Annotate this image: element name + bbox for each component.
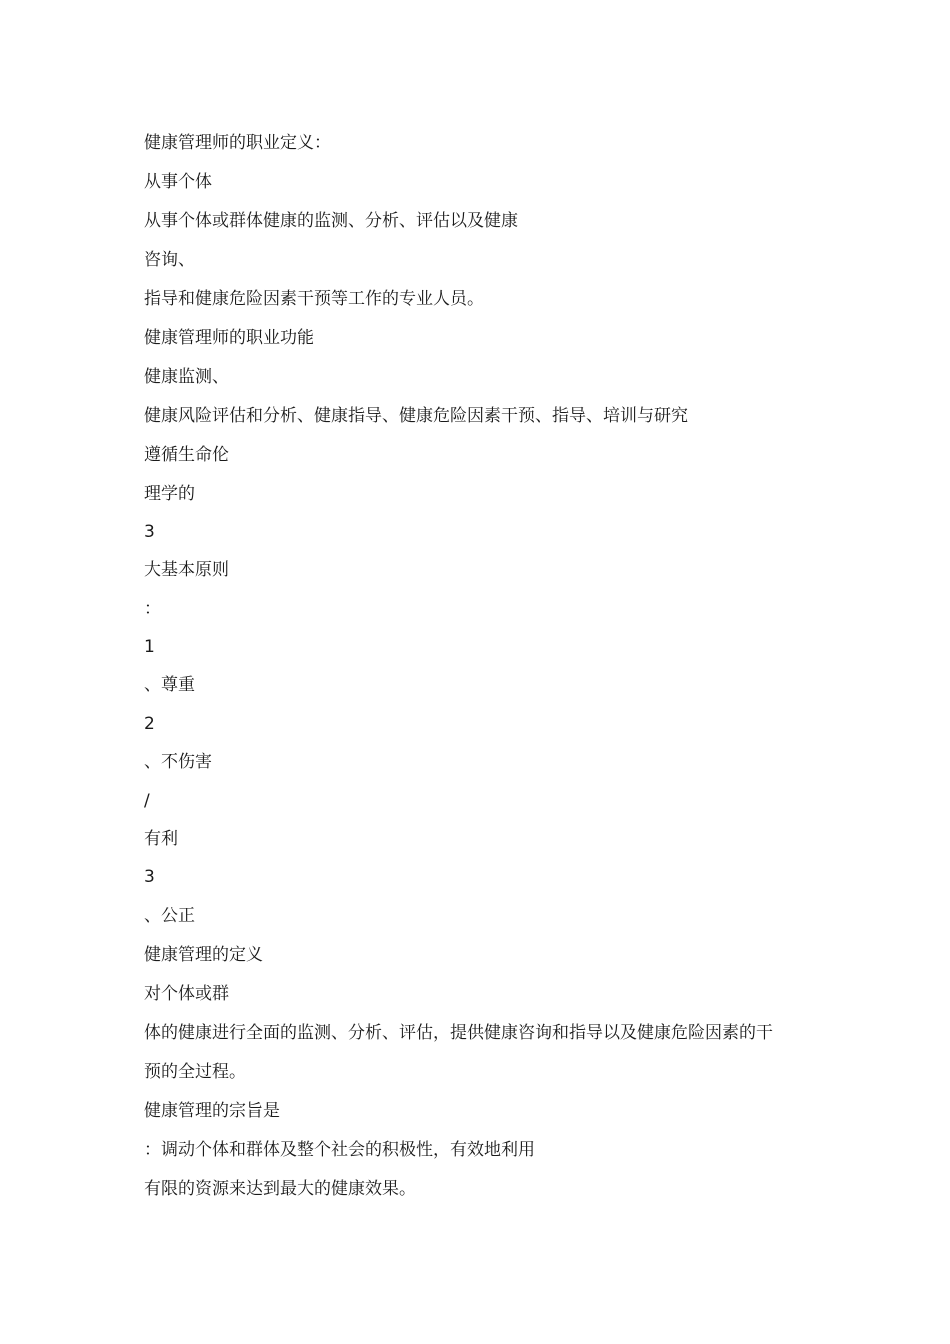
text-line-management-heading: 健康管理的定义 (144, 945, 263, 965)
text-line: 、尊重 (144, 675, 195, 695)
text-line: 理学的 (144, 484, 195, 504)
text-line: 有限的资源来达到最大的健康效果。 (144, 1179, 416, 1199)
text-line: 1 (144, 637, 155, 657)
text-line: 有利 (144, 829, 178, 849)
text-line: 预的全过程。 (144, 1062, 246, 1082)
text-line: 3 (144, 867, 155, 887)
text-line: / (144, 791, 150, 811)
text-line: 健康风险评估和分析、健康指导、健康危险因素干预、指导、培训与研究 (144, 406, 688, 426)
text-line: 2 (144, 714, 155, 734)
text-line: 咨询、 (144, 250, 195, 270)
text-line: ：调动个体和群体及整个社会的积极性，有效地利用 (144, 1140, 535, 1160)
text-line: 遵循生命伦 (144, 445, 229, 465)
text-line-function-heading: 健康管理师的职业功能 (144, 328, 314, 348)
text-line: ： (144, 599, 161, 619)
text-line: 大基本原则 (144, 560, 229, 580)
text-line: 健康监测、 (144, 367, 229, 387)
text-line: 对个体或群 (144, 984, 229, 1004)
text-line: 、公正 (144, 906, 195, 926)
text-line: 、不伤害 (144, 752, 212, 772)
text-line: 从事个体或群体健康的监测、分析、评估以及健康 (144, 211, 518, 231)
text-line: 从事个体 (144, 172, 212, 192)
text-line: 体的健康进行全面的监测、分析、评估，提供健康咨询和指导以及健康危险因素的干 (144, 1023, 773, 1043)
text-line-definition-heading: 健康管理师的职业定义： (144, 133, 331, 153)
text-line-purpose-heading: 健康管理的宗旨是 (144, 1101, 280, 1121)
text-line: 指导和健康危险因素干预等工作的专业人员。 (144, 289, 484, 309)
document-body (144, 124, 844, 1209)
text-line: 3 (144, 522, 155, 542)
